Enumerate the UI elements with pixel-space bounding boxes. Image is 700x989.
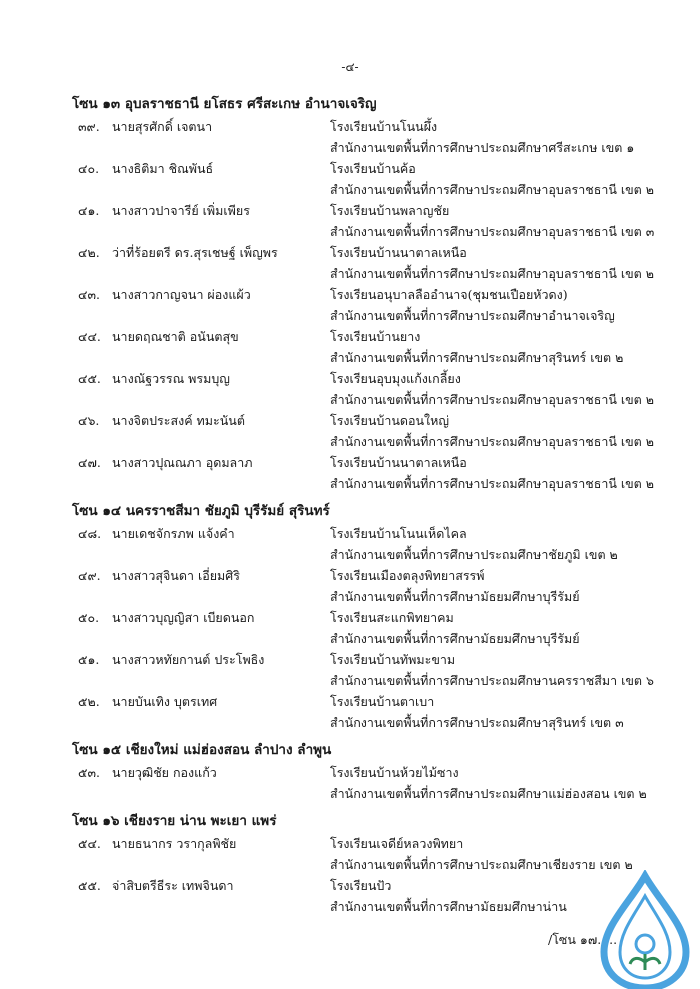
person-name: นางณัฐวรรณ พรมบุญ: [112, 371, 230, 386]
education-office: สำนักงานเขตพื้นที่การศึกษามัธยมศึกษาบุรีรัมย์: [330, 589, 580, 604]
list-item: [72, 284, 672, 326]
list-item: [72, 691, 672, 733]
school-name: โรงเรียนเจดีย์หลวงพิทยา: [330, 836, 464, 851]
person-name: นางสาวปุณณภา อุดมลาภ: [112, 455, 253, 470]
education-office: สำนักงานเขตพื้นที่การศึกษาประถมศึกษาศรีสะเกษ เขต ๑: [330, 140, 635, 155]
school-name: โรงเรียนอุบมุงแก้งเกลี้ยง: [330, 371, 461, 386]
person-name: นายวุฒิชัย กองแก้ว: [112, 765, 217, 780]
entry-number: ๔๗.: [78, 455, 101, 470]
list-item: [72, 607, 672, 649]
school-name: โรงเรียนบ้านโนนผึ้ง: [330, 119, 438, 134]
person-name: นายสุรศักดิ์ เจตนา: [112, 119, 213, 134]
person-name: นางสาวปาจารีย์ เพิ่มเพียร: [112, 203, 250, 218]
person-name: นายบันเทิง บุตรเทศ: [112, 694, 218, 709]
list-item: [72, 116, 672, 158]
school-name: โรงเรียนบ้านโนนเห็ดไคล: [330, 526, 467, 541]
entry-number: ๕๑.: [78, 652, 100, 667]
entry-number: ๕๓.: [78, 765, 100, 780]
school-name: โรงเรียนบ้านดอนใหญ่: [330, 413, 450, 428]
school-name: โรงเรียนบ้านห้วยไม้ซาง: [330, 765, 459, 780]
person-name: นางธิติมา ชิณพันธ์: [112, 161, 214, 176]
entry-number: ๔๔.: [78, 329, 101, 344]
education-office: สำนักงานเขตพื้นที่การศึกษาประถมศึกษาอุบลราชธานี เขต ๒: [330, 266, 655, 281]
school-name: โรงเรียนบ้านทัพมะขาม: [330, 652, 456, 667]
list-item: [72, 875, 672, 917]
education-office: สำนักงานเขตพื้นที่การศึกษาประถมศึกษาอุบลราชธานี เขต ๒: [330, 434, 655, 449]
entry-number: ๔๓.: [78, 287, 100, 302]
zone-heading: โซน ๑๓ อุบลราชธานี ยโสธร ศรีสะเกษ อำนาจเจริญ: [72, 96, 377, 112]
person-name: นางสาวบุญญิสา เบียดนอก: [112, 610, 255, 625]
list-item: [72, 833, 672, 875]
school-name: โรงเรียนบ้านค้อ: [330, 161, 416, 176]
school-name: โรงเรียนสะแกพิทยาคม: [330, 610, 454, 625]
person-name: นางสาวหทัยกานต์ ประโพธิง: [112, 652, 265, 667]
school-name: โรงเรียนปัว: [330, 878, 392, 893]
entry-number: ๓๙.: [78, 119, 100, 134]
school-name: โรงเรียนบ้านยาง: [330, 329, 421, 344]
list-item: [72, 158, 672, 200]
list-item: [72, 452, 672, 494]
entry-number: ๕๔.: [78, 836, 101, 851]
education-office: สำนักงานเขตพื้นที่การศึกษามัธยมศึกษาบุรีรัมย์: [330, 631, 580, 646]
school-name: โรงเรียนบ้านนาตาลเหนือ: [330, 455, 467, 470]
entry-number: ๕๐.: [78, 610, 100, 625]
entry-number: ๔๑.: [78, 203, 100, 218]
education-office: สำนักงานเขตพื้นที่การศึกษาประถมศึกษาอำนาจเจริญ: [330, 308, 615, 323]
water-drop-logo-icon: [590, 870, 700, 989]
entry-number: ๕๕.: [78, 878, 101, 893]
education-office: สำนักงานเขตพื้นที่การศึกษาประถมศึกษาอุบลราชธานี เขต ๒: [330, 392, 655, 407]
document-body: [72, 92, 672, 917]
education-office: สำนักงานเขตพื้นที่การศึกษาประถมศึกษาอุบลราชธานี เขต ๓: [330, 224, 655, 239]
school-name: โรงเรียนบ้านนาตาลเหนือ: [330, 245, 467, 260]
entry-number: ๔๐.: [78, 161, 100, 176]
list-item: [72, 649, 672, 691]
education-office: สำนักงานเขตพื้นที่การศึกษาประถมศึกษาอุบลราชธานี เขต ๒: [330, 182, 655, 197]
zone-heading: โซน ๑๕ เชียงใหม่ แม่ฮ่องสอน ลำปาง ลำพูน: [72, 742, 332, 758]
education-office: สำนักงานเขตพื้นที่การศึกษาประถมศึกษาสุรินทร์ เขต ๓: [330, 715, 624, 730]
zone-heading: โซน ๑๖ เชียงราย น่าน พะเยา แพร่: [72, 813, 277, 829]
education-office: สำนักงานเขตพื้นที่การศึกษามัธยมศึกษาน่าน: [330, 899, 567, 914]
person-name: นายธนากร วรากุลพิชัย: [112, 836, 237, 851]
entry-number: ๔๘.: [78, 526, 102, 541]
education-office: สำนักงานเขตพื้นที่การศึกษาประถมศึกษาชัยภูมิ เขต ๒: [330, 547, 618, 562]
list-item: [72, 368, 672, 410]
person-name: นางสาวสุจินดา เอี่ยมศิริ: [112, 568, 240, 583]
person-name: นางสาวกาญจนา ผ่องแผ้ว: [112, 287, 251, 302]
list-item: [72, 762, 672, 804]
education-office: สำนักงานเขตพื้นที่การศึกษาประถมศึกษาเชียงราย เขต ๒: [330, 857, 633, 872]
continuation-note: /โซน ๑๗.....: [548, 932, 618, 947]
entry-number: ๔๖.: [78, 413, 100, 428]
person-name: นางจิตประสงค์ ทมะนันต์: [112, 413, 245, 428]
entry-number: ๕๒.: [78, 694, 100, 709]
education-office: สำนักงานเขตพื้นที่การศึกษาประถมศึกษาอุบลราชธานี เขต ๒: [330, 476, 655, 491]
education-office: สำนักงานเขตพื้นที่การศึกษาประถมศึกษานครราชสีมา เขต ๖: [330, 673, 654, 688]
list-item: [72, 410, 672, 452]
education-office: สำนักงานเขตพื้นที่การศึกษาประถมศึกษาแม่ฮ่องสอน เขต ๒: [330, 786, 647, 801]
education-office: สำนักงานเขตพื้นที่การศึกษาประถมศึกษาสุรินทร์ เขต ๒: [330, 350, 624, 365]
list-item: [72, 242, 672, 284]
school-name: โรงเรียนเมืองตลุงพิทยาสรรพ์: [330, 568, 485, 583]
person-name: นายดฤณชาติ อนันตสุข: [112, 329, 239, 344]
zone-heading: โซน ๑๔ นครราชสีมา ชัยภูมิ บุรีรัมย์ สุรินทร์: [72, 503, 330, 519]
school-name: โรงเรียนบ้านพลาญชัย: [330, 203, 450, 218]
school-name: โรงเรียนบ้านตาเบา: [330, 694, 435, 709]
entry-number: ๔๒.: [78, 245, 100, 260]
person-name: นายเดชจักรภพ แจ้งคำ: [112, 526, 235, 541]
person-name: ว่าที่ร้อยตรี ดร.สุรเชษฐ์ เพ็ญพร: [112, 245, 278, 260]
list-item: [72, 565, 672, 607]
list-item: [72, 523, 672, 565]
entry-number: ๔๙.: [78, 568, 101, 583]
list-item: [72, 326, 672, 368]
page-number: -๔-: [341, 60, 359, 74]
entry-number: ๔๕.: [78, 371, 101, 386]
school-name: โรงเรียนอนุบาลลืออำนาจ(ชุมชนเปือยหัวดง): [330, 287, 568, 302]
list-item: [72, 200, 672, 242]
person-name: จ่าสิบตรีธีระ เทพจินดา: [112, 878, 234, 893]
